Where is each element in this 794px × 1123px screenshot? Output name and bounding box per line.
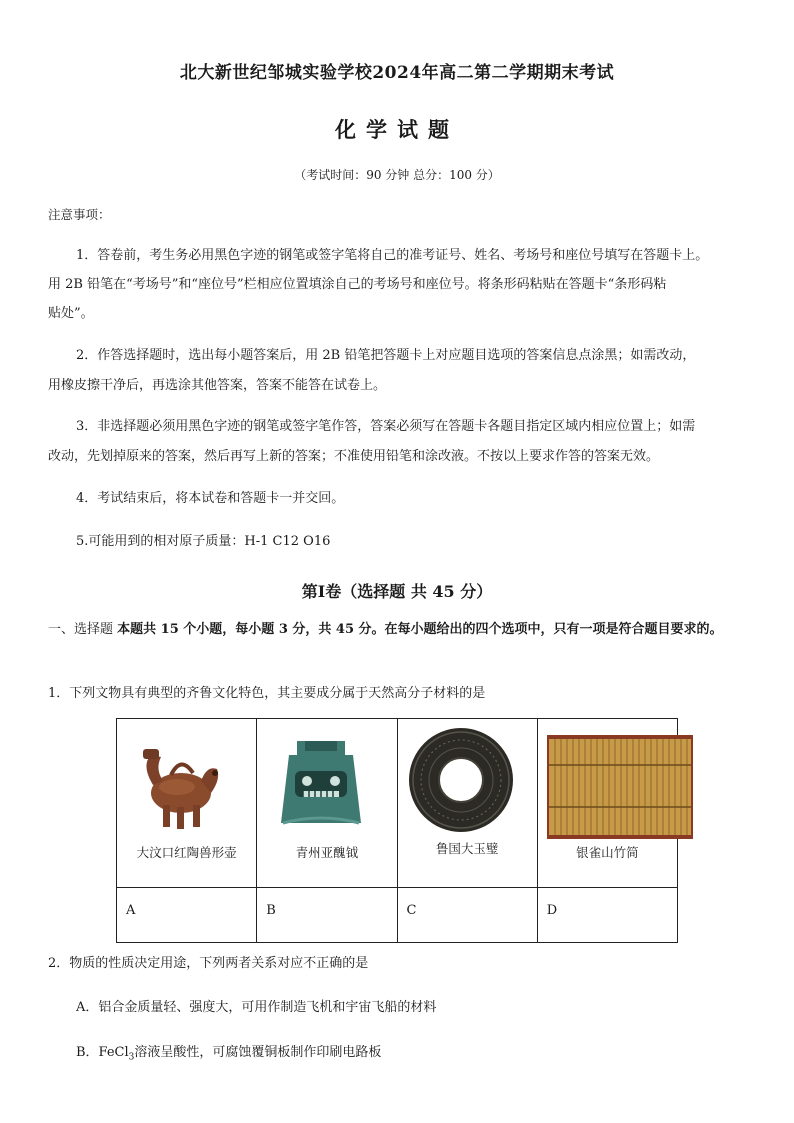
note-1-line-1: 1．答卷前，考生务必用黑色字迹的钢笔或签字笔将自己的准考证号、姓名、考场号和座位号填写在答题卡上。	[76, 248, 709, 263]
jade-bi-disc-icon	[405, 724, 517, 836]
option-b-subscript: 3	[128, 1052, 135, 1063]
artifact-cell-b	[257, 719, 397, 888]
note-2-line-1: 2．作答选择题时，选出每小题答案后，用 2B 铅笔把答题卡上对应题目选项的答案信息点涂黑；如需改动，	[76, 348, 696, 363]
option-label-d: D	[546, 903, 558, 918]
question-2-option-a: A．铝合金质量轻、强度大，可用作制造飞机和宇宙飞船的材料	[76, 1000, 437, 1015]
artifact-cell-c	[397, 719, 537, 888]
artifact-table	[116, 718, 678, 943]
note-2-line-2: 用橡皮擦干净后，再选涂其他答案，答案不能答在试卷上。	[48, 378, 387, 393]
artifact-caption-d: 银雀山竹简	[576, 845, 639, 860]
artifact-cell-a	[117, 719, 257, 888]
option-cell-d	[537, 888, 677, 943]
note-3-line-2: 改动，先划掉原来的答案，然后再写上新的答案；不准使用铅笔和涂改液。不按以上要求作答的答案无效。	[48, 449, 660, 464]
part-1-instructions	[48, 618, 723, 637]
option-cell-c	[397, 888, 537, 943]
note-1-line-2: 用 2B 铅笔在“考场号”和“座位号”栏相应位置填涂自己的考场号和座位号。将条形码粘贴在答题卡“条形码粘	[48, 277, 667, 292]
question-1-stem: 1．下列文物具有典型的齐鲁文化特色，其主要成分属于天然高分子材料的是	[48, 686, 486, 701]
artifact-caption-b: 青州亚醜钺	[295, 845, 359, 860]
question-2-option-b	[76, 1041, 381, 1063]
option-b-text: 溶液呈酸性，可腐蚀覆铜板制作印刷电路板	[134, 1045, 382, 1060]
notes-heading: 注意事项：	[48, 207, 111, 222]
school-exam-title: 北大新世纪邹城实验学校2024年高二第二学期期末考试	[179, 63, 615, 83]
artifact-caption-a: 大汶口红陶兽形壶	[136, 845, 237, 860]
option-label-b: B	[266, 903, 276, 918]
bamboo-slips-icon	[547, 735, 693, 839]
note-1-line-3: 贴处”。	[48, 306, 94, 321]
part-1-prefix: 一、选择题	[48, 622, 114, 637]
subject-title: 化学试题	[335, 117, 459, 142]
section-1-heading: 第Ⅰ卷（选择题 共 45 分）	[301, 582, 493, 601]
part-1-rules: 本题共 15 个小题，每小题 3 分，共 45 分。在每小题给出的四个选项中，只有一项是符合题目要求的。	[117, 622, 723, 637]
exam-time-score: （考试时间：90 分钟 总分：100 分）	[294, 168, 500, 182]
note-3-line-1: 3．非选择题必须用黑色字迹的钢笔或签字笔作答，答案必须写在答题卡各题目指定区域内相应位置上；如需	[76, 419, 696, 434]
option-cell-a	[117, 888, 257, 943]
pottery-pig-vessel-icon	[131, 735, 227, 835]
bronze-axe-icon	[269, 737, 373, 837]
option-label-a: A	[126, 903, 136, 918]
question-2-stem: 2．物质的性质决定用途，下列两者关系对应不正确的是	[48, 956, 369, 971]
note-4: 4．考试结束后，将本试卷和答题卡一并交回。	[76, 491, 345, 506]
artifact-caption-c: 鲁国大玉璧	[435, 841, 499, 856]
option-label-c: C	[406, 903, 417, 918]
note-5-atomic-masses: 5.可能用到的相对原子质量：H-1 C12 O16	[76, 534, 331, 549]
option-b-prefix: B．FeCl	[76, 1045, 129, 1060]
option-cell-b	[257, 888, 397, 943]
artifact-cell-d	[537, 719, 677, 888]
